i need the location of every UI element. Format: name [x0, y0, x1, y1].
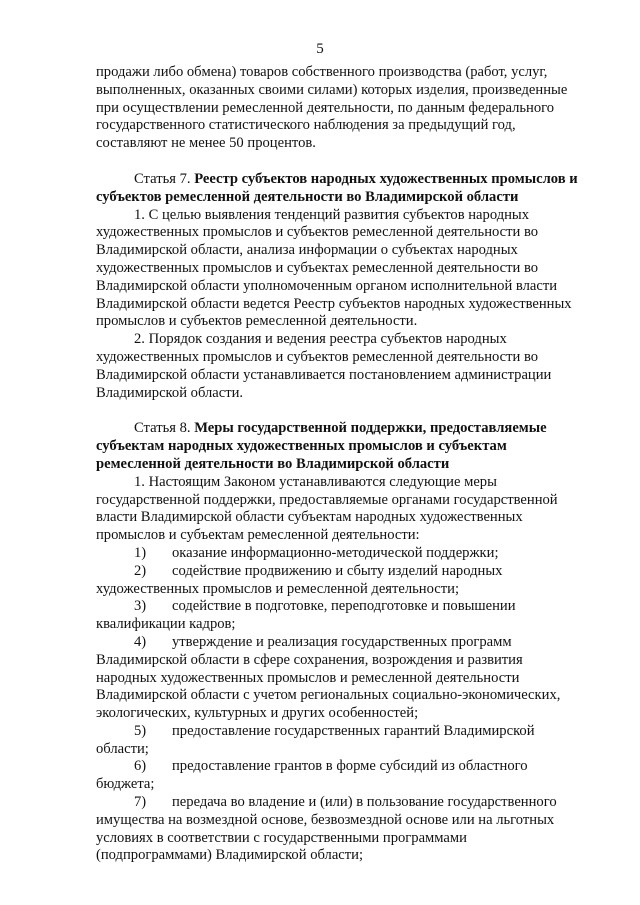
article-8-title-line2: субъектам народных художественных промыслов и субъектам [96, 438, 507, 455]
list-item-number: 7) [134, 794, 147, 811]
article-8-title-line3: ремесленной деятельности во Владимирской области [96, 455, 450, 472]
text-line: Владимирской области ведется Реестр субъектов народных художественных [96, 295, 572, 312]
text-line: составляют не менее 50 процентов. [96, 135, 316, 152]
list-item-number: 5) [134, 722, 147, 739]
text-line: 1. Настоящим Законом устанавливаются следующие меры [134, 473, 497, 490]
text-line: выполненных, оказанных своими силами) которых изделия, произведенные [96, 81, 568, 98]
text-line: промыслов и субъектам ремесленной деятельности: [96, 527, 420, 544]
text-line: Владимирской области. [96, 384, 244, 401]
list-item-continuation: народных художественных промыслов и ремесленной деятельности [96, 669, 520, 686]
text-line: Владимирской области устанавливается постановлением администрации [96, 366, 552, 383]
list-item-continuation: имущества на возмездной основе, безвозмездной основе или на льготных [96, 811, 555, 828]
page-number: 5 [316, 41, 324, 57]
list-item-continuation: (подпрограммами) Владимирской области; [96, 847, 364, 864]
list-item [96, 634, 596, 652]
text-line: государственной поддержки, предоставляемые органами государственной [96, 491, 558, 508]
article-8 [96, 420, 596, 865]
intro-paragraph [96, 64, 596, 153]
list-item [96, 563, 596, 581]
list-item-number: 4) [134, 633, 147, 650]
list-item-text: передача во владение и (или) в пользование государственного [172, 794, 557, 811]
list-item-number: 3) [134, 598, 147, 615]
list-item-continuation: художественных промыслов и ремесленной деятельности; [96, 580, 459, 597]
text-line: власти Владимирской области субъектам народных художественных [96, 509, 523, 526]
list-item [96, 758, 596, 776]
article-8-heading-cont [96, 438, 596, 456]
support-measures-list [96, 545, 596, 865]
article-7-prefix: Статья 7. [134, 170, 195, 187]
list-item-number: 2) [134, 562, 147, 579]
list-item-text: содействие в подготовке, переподготовке и повышении [172, 598, 516, 615]
document-body [96, 64, 596, 865]
list-item-continuation: Владимирской области в сфере сохранения, возрождения и развития [96, 651, 523, 668]
article-8-heading [96, 420, 596, 438]
list-item-continuation: бюджета; [96, 776, 155, 793]
article-7-title-line2: субъектов ремесленной деятельности во Владимирской области [96, 188, 519, 205]
article-8-heading-cont [96, 456, 596, 474]
list-item-text: содействие продвижению и сбыту изделий народных [172, 562, 503, 579]
text-line: Владимирской области уполномоченным органом исполнительной власти [96, 277, 558, 294]
article-7-heading [96, 171, 596, 189]
list-item [96, 598, 596, 616]
text-line: художественных промыслов и субъектов ремесленной деятельности во [96, 224, 539, 241]
list-item-text: предоставление грантов в форме субсидий из областного [172, 758, 528, 775]
text-line: художественных промыслов и субъектов ремесленной деятельности во [96, 348, 539, 365]
list-item-text: оказание информационно-методической поддержки; [172, 544, 499, 561]
text-line: Владимирской области, анализа информации о субъектах народных [96, 242, 518, 259]
article-7-heading-cont [96, 189, 596, 207]
list-item-number: 1) [134, 544, 147, 561]
text-line: промыслов и субъектов ремесленной деятельности. [96, 313, 418, 330]
text-line: продажи либо обмена) товаров собственного производства (работ, услуг, [96, 64, 548, 80]
article-7 [96, 171, 596, 402]
list-item-continuation: экологических, культурных и других особенностей; [96, 705, 419, 722]
list-item-text: утверждение и реализация государственных программ [172, 633, 512, 650]
article-8-title-line1: Меры государственной поддержки, предоставляемые [194, 420, 547, 437]
text-line: при осуществлении ремесленной деятельности, по данным федерального [96, 99, 555, 116]
text-line: государственного статистического наблюдения за предыдущий год, [96, 117, 516, 134]
article-7-title-line1: Реестр субъектов народных художественных промыслов и [194, 170, 578, 187]
list-item-continuation: условиях в соответствии с государственными программами [96, 829, 467, 846]
list-item [96, 723, 596, 741]
list-item-text: предоставление государственных гарантий Владимирской [172, 722, 535, 739]
list-item-continuation: области; [96, 740, 149, 757]
list-item-continuation: квалификации кадров; [96, 616, 236, 633]
article-8-prefix: Статья 8. [134, 420, 195, 437]
list-item-number: 6) [134, 758, 147, 775]
text-line: 2. Порядок создания и ведения реестра субъектов народных [134, 331, 507, 348]
list-item [96, 545, 596, 563]
text-line: 1. С целью выявления тенденций развития субъектов народных [134, 206, 530, 223]
list-item-continuation: Владимирской области с учетом региональных социально-экономических, [96, 687, 561, 704]
list-item [96, 794, 596, 812]
text-line: художественных промыслов и субъектах ремесленной деятельности во [96, 259, 539, 276]
